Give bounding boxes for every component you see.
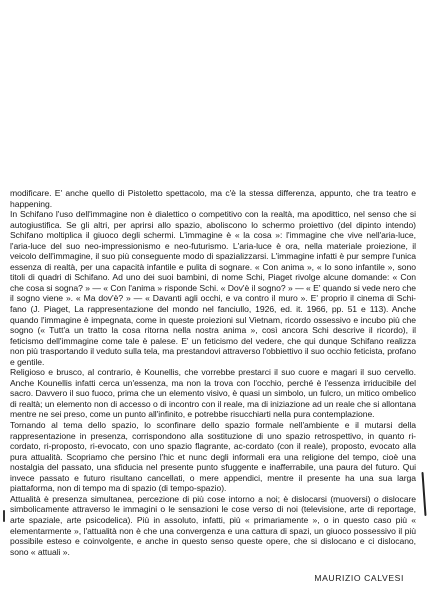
margin-pencil-mark-left (3, 510, 5, 522)
article-body (10, 188, 416, 557)
margin-pencil-mark (421, 472, 426, 516)
paragraph-pistoletto: modificare. E' anche quello di Pistoletto spettacolo, ma c'è la stessa differenza, appunto, che tra teatro e happening. (10, 188, 416, 209)
author-signature: MAURIZIO CALVESI (314, 573, 404, 583)
paragraph-kounellis: Religioso e brusco, al contrario, è Kounellis, che vorrebbe prestarci il suo cuore e magari il suo cervello. Anche Kounellis infatti cerca un'essenza, ma non la trova con l'occhio, perché è l'essenza irriducibile del sacro. Davvero il suo fuoco, prima che un elemento visivo, è quasi un simbolo, un fulcro, un mitico ombelico di realtà; un elemento non di accesso o di incontro con il reale, ma di iniziazione ad un reale che si allontana mentre ne sei preso, come un punto all'infinito, e potrebbe risucchiarti nella pura contemplazione. (10, 367, 416, 420)
paragraph-attualita: Attualità è presenza simultanea, percezione di più cose intorno a noi; è dislocarsi (muoversi) o dislocare simbolicamente attraverso le immagini o le sensazioni le cose verso di noi (televisione, arte di reportage, arte spaziale, arte psicodelica). Più in assoluto, infatti, più « primariamente », o in questo caso più « elementarmente », l'attualità non è che una convergenza e una cattura di spazi, un giuoco possessivo il più possibile esteso e coinvolgente, e anche in questo senso queste opere, che si dislocano e ci dislocano, sono « attuali ». (10, 493, 416, 557)
paragraph-spazio: Tornando al tema dello spazio, lo sconfinare dello spazio formale nell'ambiente e il mutarsi della rappresentazione in presenza, corrispondono alla sostituzione di uno spazio retrospettivo, in quanto ri-cordato, ri-proposto, ri-evocato, con uno spazio flagrante, ac-cordato (con il reale), proposto, evocato alla pura attualità. Scopriamo che persino l'hic et nunc degli informali era una religione del tempo, cioè una nostalgia del passato, una sfiducia nel presente punto sfuggente e inafferrabile, una paura del futuro. Qui invece passato e futuro risultano cancellati, o mere appendici, mentre il presente ha una sua larga piattaforma, non di tempo ma di spazio (di tempo-spazio). (10, 420, 416, 494)
paragraph-schifano: In Schifano l'uso dell'immagine non è dialettico o competitivo con la realtà, ma apodittico, nel senso che si autogiustifica. Se gli altri, per aprirsi allo spazio, aboliscono lo schermo proiettivo (del dipinto intendo) Schifano moltiplica il giuoco degli schermi. L'immagine è « la cosa »: l'immagine che vive nell'aria-luce, l'aria-luce del suo neo-impressionismo e neo-futurismo. L'aria-luce è ora, nella materiale proiezione, il veicolo dell'immagine, il suo più conseguente modo di spazializzarsi. L'immagine infatti è pur sempre l'unica essenza di realtà, per una capacità infantile e pulita di sognare. « Con anima », « Io sono infantile », sono titoli di quadri di Schifano. Ad uno dei suoi bambini, di nome Schi, Piaget rivolge alcune domande: « Con che cosa si sogna? » — « Con l'anima » risponde Schi. « Dov'è il sogno? » — « E' quando si vede nero che il sogno viene ». « Ma dov'è? » — « Davanti agli occhi, e va contro il muro ». E' proprio il cinema di Schi-fano (J. Piaget, La rappresentazione del mondo nel fanciullo, 1926, ed. it. 1966, pp. 51 e 113). Anche quando l'immagine è impegnata, come in queste proiezioni sul Vietnam, ricordo ossessivo e incubo più che sogno (« Tutt'a un tratto la cosa ritorna nella nostra anima », così ancora Schi descrive il ricordo), il feticismo dell'immagine come tale è palese. E' un feticismo del vedere, che qui dunque Schifano realizza non più trasportando il veduto sulla tela, ma prestandovi attraverso l'obbiettivo il suo occhio feticista, profano e gentile. (10, 209, 416, 367)
